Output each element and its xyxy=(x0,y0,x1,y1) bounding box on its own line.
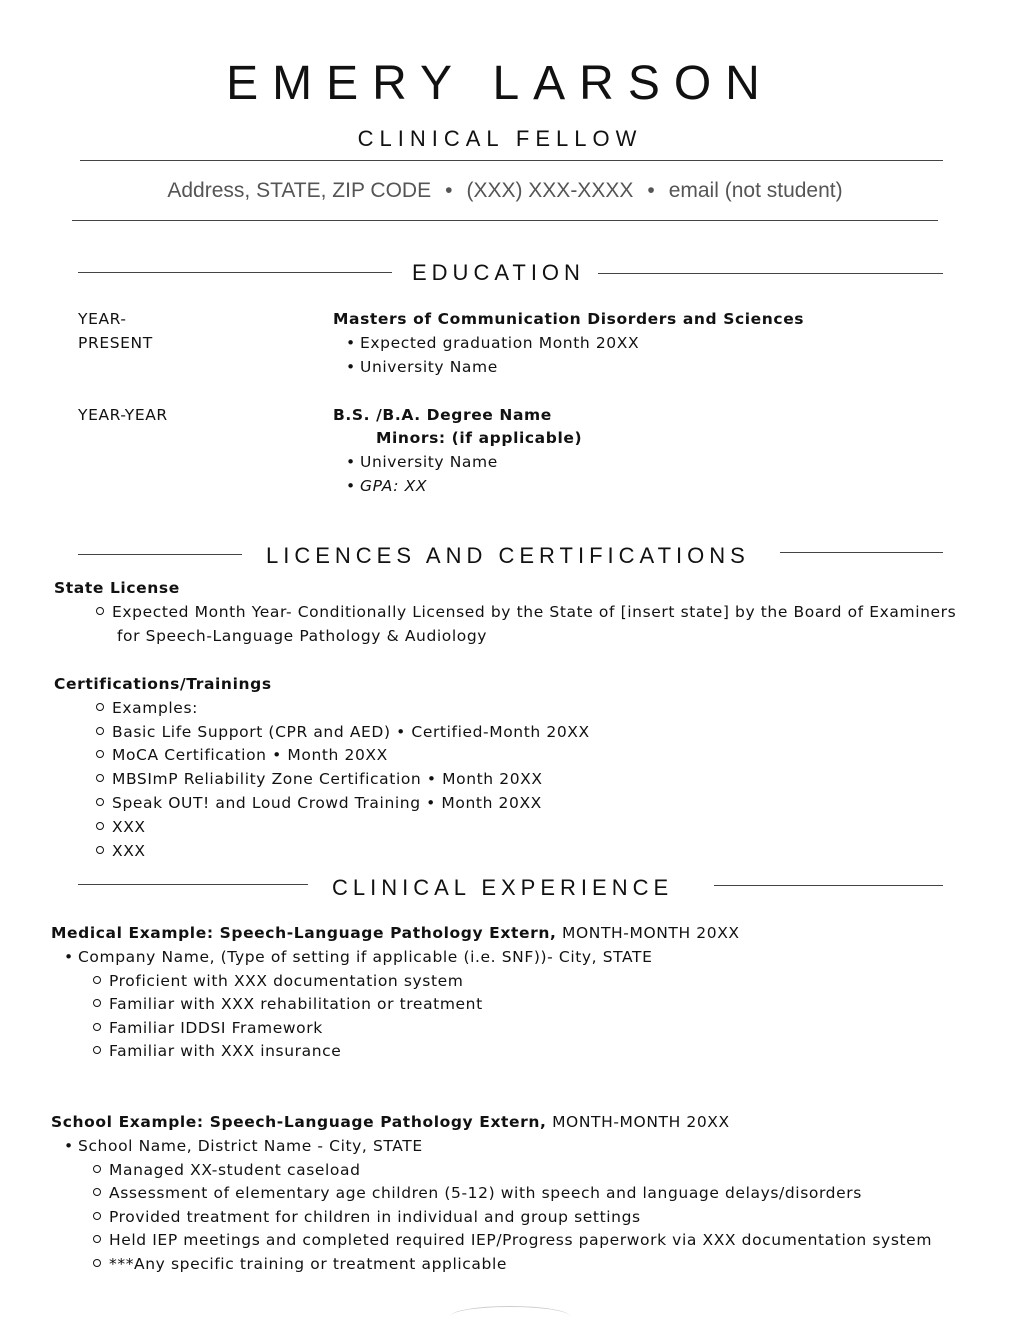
section-title-experience: CLINICAL EXPERIENCE xyxy=(332,875,674,900)
circle-bullet-icon xyxy=(96,846,104,854)
section-title-education: EDUCATION xyxy=(412,260,585,285)
list-item: Familiar with XXX insurance xyxy=(93,1039,341,1063)
circle-bullet-icon xyxy=(93,1023,101,1031)
list-item: Basic Life Support (CPR and AED) • Certified-Month 20XX xyxy=(96,720,590,744)
contact-address: Address, STATE, ZIP CODE xyxy=(167,179,432,202)
circle-bullet-icon xyxy=(93,976,101,984)
education-degree: B.S. /B.A. Degree Name xyxy=(333,406,552,424)
section-rule-right xyxy=(598,273,943,274)
section-rule-left xyxy=(78,884,308,885)
circle-bullet-icon xyxy=(93,999,101,1007)
list-item: Familiar with XXX rehabilitation or treatment xyxy=(93,992,483,1016)
circle-bullet-icon xyxy=(96,750,104,758)
list-item: Speak OUT! and Loud Crowd Training • Month 20XX xyxy=(96,791,542,815)
list-item: ***Any specific training or treatment applicable xyxy=(93,1252,507,1276)
list-item: Proficient with XXX documentation system xyxy=(93,969,464,993)
contact-separator: • xyxy=(647,179,655,202)
bullet-icon: • xyxy=(64,1137,74,1155)
job-title: CLINICAL FELLOW xyxy=(357,126,643,151)
education-years: YEAR-YEAR xyxy=(78,406,168,424)
circle-bullet-icon xyxy=(96,703,104,711)
list-item: XXX xyxy=(96,815,146,839)
circle-bullet-icon xyxy=(93,1235,101,1243)
list-item: • Expected graduation Month 20XX xyxy=(346,331,639,355)
list-item: XXX xyxy=(96,839,146,863)
section-title-licences: LICENCES AND CERTIFICATIONS xyxy=(266,543,750,568)
header-divider-top xyxy=(80,160,943,161)
circle-bullet-icon xyxy=(93,1212,101,1220)
education-years: YEAR- xyxy=(78,310,127,328)
circle-bullet-icon xyxy=(93,1165,101,1173)
education-degree: Masters of Communication Disorders and Sciences xyxy=(333,310,805,328)
list-item: • University Name xyxy=(346,355,498,379)
certifications-heading: Certifications/Trainings xyxy=(54,675,272,693)
circle-bullet-icon xyxy=(93,1046,101,1054)
list-item: Provided treatment for children in individual and group settings xyxy=(93,1205,641,1229)
experience-employer: • Company Name, (Type of setting if applicable (i.e. SNF))- City, STATE xyxy=(64,945,653,969)
circle-bullet-icon xyxy=(96,798,104,806)
list-item: Assessment of elementary age children (5-12) with speech and language delays/disorders xyxy=(93,1181,862,1205)
section-rule-right xyxy=(714,885,943,886)
circle-bullet-icon xyxy=(96,774,104,782)
circle-bullet-icon xyxy=(93,1188,101,1196)
list-item-continuation: for Speech-Language Pathology & Audiology xyxy=(117,627,488,645)
bullet-icon: • xyxy=(346,358,356,376)
contact-line xyxy=(0,176,1010,206)
experience-employer: • School Name, District Name - City, STATE xyxy=(64,1134,423,1158)
list-item: MBSImP Reliability Zone Certification • Month 20XX xyxy=(96,767,543,791)
circle-bullet-icon xyxy=(96,822,104,830)
experience-heading-medical: Medical Example: Speech-Language Pathology Extern, MONTH-MONTH 20XX xyxy=(51,924,740,942)
circle-bullet-icon xyxy=(93,1259,101,1267)
experience-heading-school: School Example: Speech-Language Pathology Extern, MONTH-MONTH 20XX xyxy=(51,1113,730,1131)
state-license-heading: State License xyxy=(54,579,180,597)
contact-separator: • xyxy=(445,179,453,202)
list-item: Examples: xyxy=(96,696,198,720)
section-rule-left xyxy=(78,554,242,555)
header-divider-bottom xyxy=(72,220,938,221)
bullet-icon: • xyxy=(346,453,356,471)
page-edge-arc xyxy=(450,1306,570,1327)
circle-bullet-icon xyxy=(96,727,104,735)
list-item: • University Name xyxy=(346,450,498,474)
circle-bullet-icon xyxy=(96,607,104,615)
list-item: MoCA Certification • Month 20XX xyxy=(96,743,388,767)
contact-email: email (not student) xyxy=(668,179,843,202)
candidate-name: EMERY LARSON xyxy=(226,57,774,110)
bullet-icon: • xyxy=(346,477,356,495)
list-item: • GPA: XX xyxy=(346,474,427,498)
bullet-icon: • xyxy=(64,948,74,966)
education-minors: Minors: (if applicable) xyxy=(376,429,583,447)
bullet-icon: • xyxy=(346,334,356,352)
list-item: Managed XX-student caseload xyxy=(93,1158,361,1182)
contact-phone: (XXX) XXX-XXXX xyxy=(466,179,634,202)
list-item: Expected Month Year- Conditionally Licensed by the State of [insert state] by the Board of Examiners xyxy=(96,600,956,624)
list-item: Held IEP meetings and completed required IEP/Progress paperwork via XXX documentation system xyxy=(93,1228,932,1252)
section-rule-right xyxy=(780,552,943,553)
education-years: PRESENT xyxy=(78,334,153,352)
section-rule-left xyxy=(78,272,392,273)
list-item: Familiar IDDSI Framework xyxy=(93,1016,323,1040)
